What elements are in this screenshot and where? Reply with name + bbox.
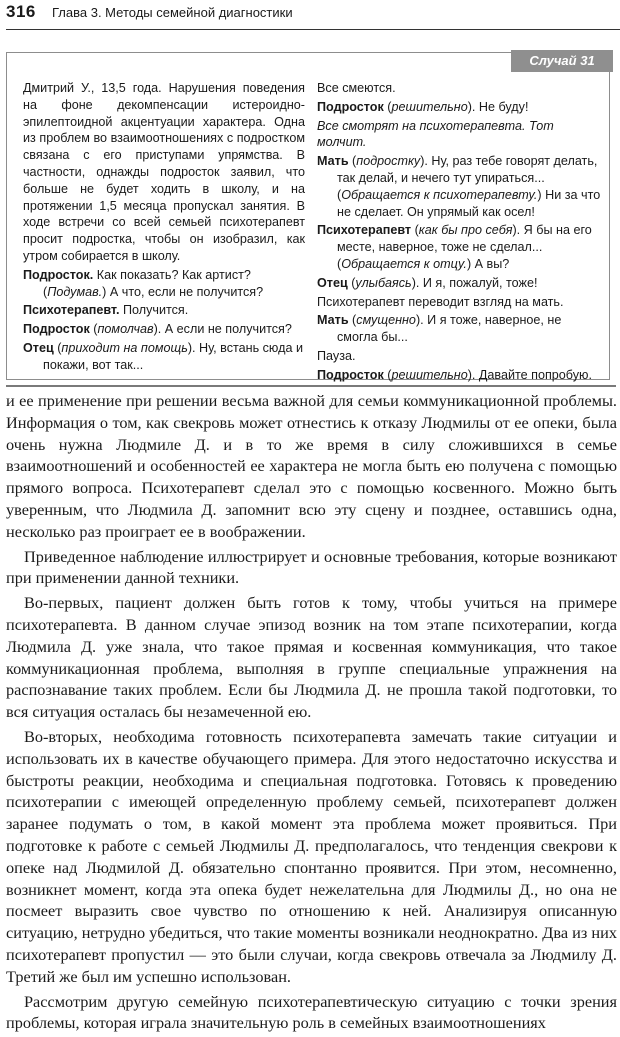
dialogue-line: Мать (подростку). Ну, раз тебе говорят делать, так делай, и нечего тут упираться... (Обращается к психотерапевту.) Ни за что не сделает. Он упрямый как осел! [317,154,601,219]
stage-direction: Психотерапевт переводит взгляд на мать. [317,294,564,309]
paragraph: Рассмотрим другую семейную психотерапевтическую ситуацию с точки зрения проблемы, которая играла значительную роль в семейных взаимоотношениях [6,991,617,1033]
line-text: ). Ну, встань сюда и покажи, вот так... [43,340,303,372]
line-text: Получится. [119,303,189,318]
speaker: Подросток [23,322,90,337]
line-text: ). Давайте попробую. [467,367,592,382]
dialogue-line: Отец (улыбаясь). И я, пожалуй, тоже! [317,275,538,290]
speaker: Отец [317,275,348,290]
paragraph: Во-вторых, необходима готовность психотерапевта замечать такие ситуации и использовать их в качестве обучающего примера. Для этого недостаточно искусства и быстроты реакции, необходима и специальная подготовка. Готовясь к проведению психотерапии с имеющей определенную проблему семьей, психотерапевт должен заранее подумать о том, в какой момент эта проблема может проявиться. При подготовке к работе с семьей Людмилы Д. предполагалось, что тенденция свекрови к опеке над Людмилой Д. обязательно спонтанно проявится. При этом, несомненно, возникнет момент, когда эта опека будет нежелательна для Людмилы Д., но она не посмеет выразить свое чувство по отношению к ней. Анализируя описанную ситуацию, нетрудно убедиться, что такие моменты возникали неоднократно. Два из них психотерапевт пропустил — это были случаи, когда свекровь отвечала за Людмилу Д. Третий же был им успешно использован. [6,726,617,986]
page-number: 316 [6,2,36,21]
dialogue-line [23,302,305,319]
speaker: Мать [317,154,349,169]
stage-remark: Подумав. [47,284,103,299]
speaker: Подросток [317,367,384,382]
stage-remark: решительно [391,99,468,114]
line-text: ) А что, если не получится? [102,284,264,299]
speaker: Психотерапевт. [23,303,120,318]
paragraph: Приведенное наблюдение иллюстрирует и основные требования, которые возникают при применении данной техники. [6,546,617,588]
stage-remark: Обращается к отцу. [341,256,467,271]
paragraph: Во-первых, пациент должен быть готов к тому, чтобы учиться на примере психотерапевта. В данном случае эпизод возник на том этапе психотерапии, когда Людмила Д. уже знала, что такое прямая и косвенная коммуникация, что такое коммуникационная проблема, выполняя в группе специальные упражнения на распознавание таких проблем. Если бы Людмила Д. не прошла такой подготовки, то вся ситуация осталась бы незамеченной ею. [6,593,617,722]
body-text [6,390,617,1037]
stage-remark: Все смотрят на психотерапевта. Тот молчит. [317,118,554,150]
line-text: ). Не буду! [467,99,529,114]
stage-remark: как бы про себя [418,223,513,238]
dialogue-line: Отец (приходит на помощь). Ну, встань сюда и покажи, вот так... [23,340,303,372]
dialogue-line: Подросток (решительно). Не буду! [317,99,529,114]
dialogue-line: Мать (смущенно). И я тоже, наверное, не смогла бы... [317,313,562,345]
line-text: ). И я, пожалуй, тоже! [411,275,538,290]
case-bottom-divider [6,385,616,387]
line-text: ). Ну, раз тебе говорят делать, так делай, и нечего тут упираться... ( [337,154,598,202]
stage-direction [317,118,601,152]
speaker: Мать [317,313,349,328]
stage-remark: улыбаясь [355,275,412,290]
case-intro: Дмитрий У., 13,5 года. Нарушения поведения на фоне декомпенсации истероидно-эпилептоидной акцентуации характера. Одна из проблем во взаимоотношениях с подростком связана с его приступами упрямства. В частности, однажды подросток заявил, что больше не будет ходить в школу, и на протяжении 1,5 месяца пропускал занятия. В ходе встречи со всей семьей психотерапевт просит подростка, чтобы он изобразил, как утром собирается в школу. [23,81,305,263]
case-label: Случай 31 [511,50,613,72]
speaker: Подросток [317,99,384,114]
chapter-title: Глава 3. Методы семейной диагностики [52,5,293,20]
stage-remark: помолчав [97,322,154,337]
stage-remark: Обращается к психотерапевту. [341,187,538,202]
line-text: ) А вы? [466,256,510,271]
case-left-column [23,80,305,376]
page-header [6,2,614,24]
stage-remark: подростку [356,154,421,169]
speaker: Отец [23,340,54,355]
line-text: Как показать? Как артист? ( [43,267,251,299]
line-text: ) Ни за что не сделает. Он упрямый как осел! [337,187,601,219]
stage-remark: смущенно [356,313,416,328]
dialogue-line: Подросток (помолчав). А если не получится? [23,322,292,337]
header-divider [6,29,620,30]
case-right-column [317,80,601,386]
line-text: ). И я тоже, наверное, не смогла бы... [337,313,562,345]
speaker: Психотерапевт [317,223,412,238]
dialogue-line: Подросток (решительно). Давайте попробую. [317,367,592,382]
stage-remark: приходит на помощь [61,340,188,355]
speaker: Подросток. [23,267,94,282]
dialogue-line: Психотерапевт (как бы про себя). Я бы на его месте, наверное, тоже не сделал... (Обращается к отцу.) А вы? [317,223,592,271]
stage-direction: Пауза. [317,348,356,363]
line-text: ). Я бы на его месте, наверное, тоже не сделал... ( [337,223,592,271]
line-text: ). А если не получится? [153,322,292,337]
stage-remark: решительно [391,367,468,382]
stage-direction: Все смеются. [317,81,396,95]
paragraph: и ее применение при решении весьма важной для семьи коммуникационной проблемы. Информация о том, как свекровь может отнестись к отказу Людмилы от ее опеки, была очень нужна Людмиле Д. и в то же время в силу сложившихся в семье взаимоотношений и особенностей ее характера не могла быть ею получена с помощью прямого вопроса. Психотерапевт сделал это с помощью косвенного. Можно быть уверенным, что Людмила Д. запомнит всю эту сцену и позднее, оставшись одна, несколько раз проиграет ее в воображении. [6,391,617,541]
dialogue-line [23,267,305,301]
